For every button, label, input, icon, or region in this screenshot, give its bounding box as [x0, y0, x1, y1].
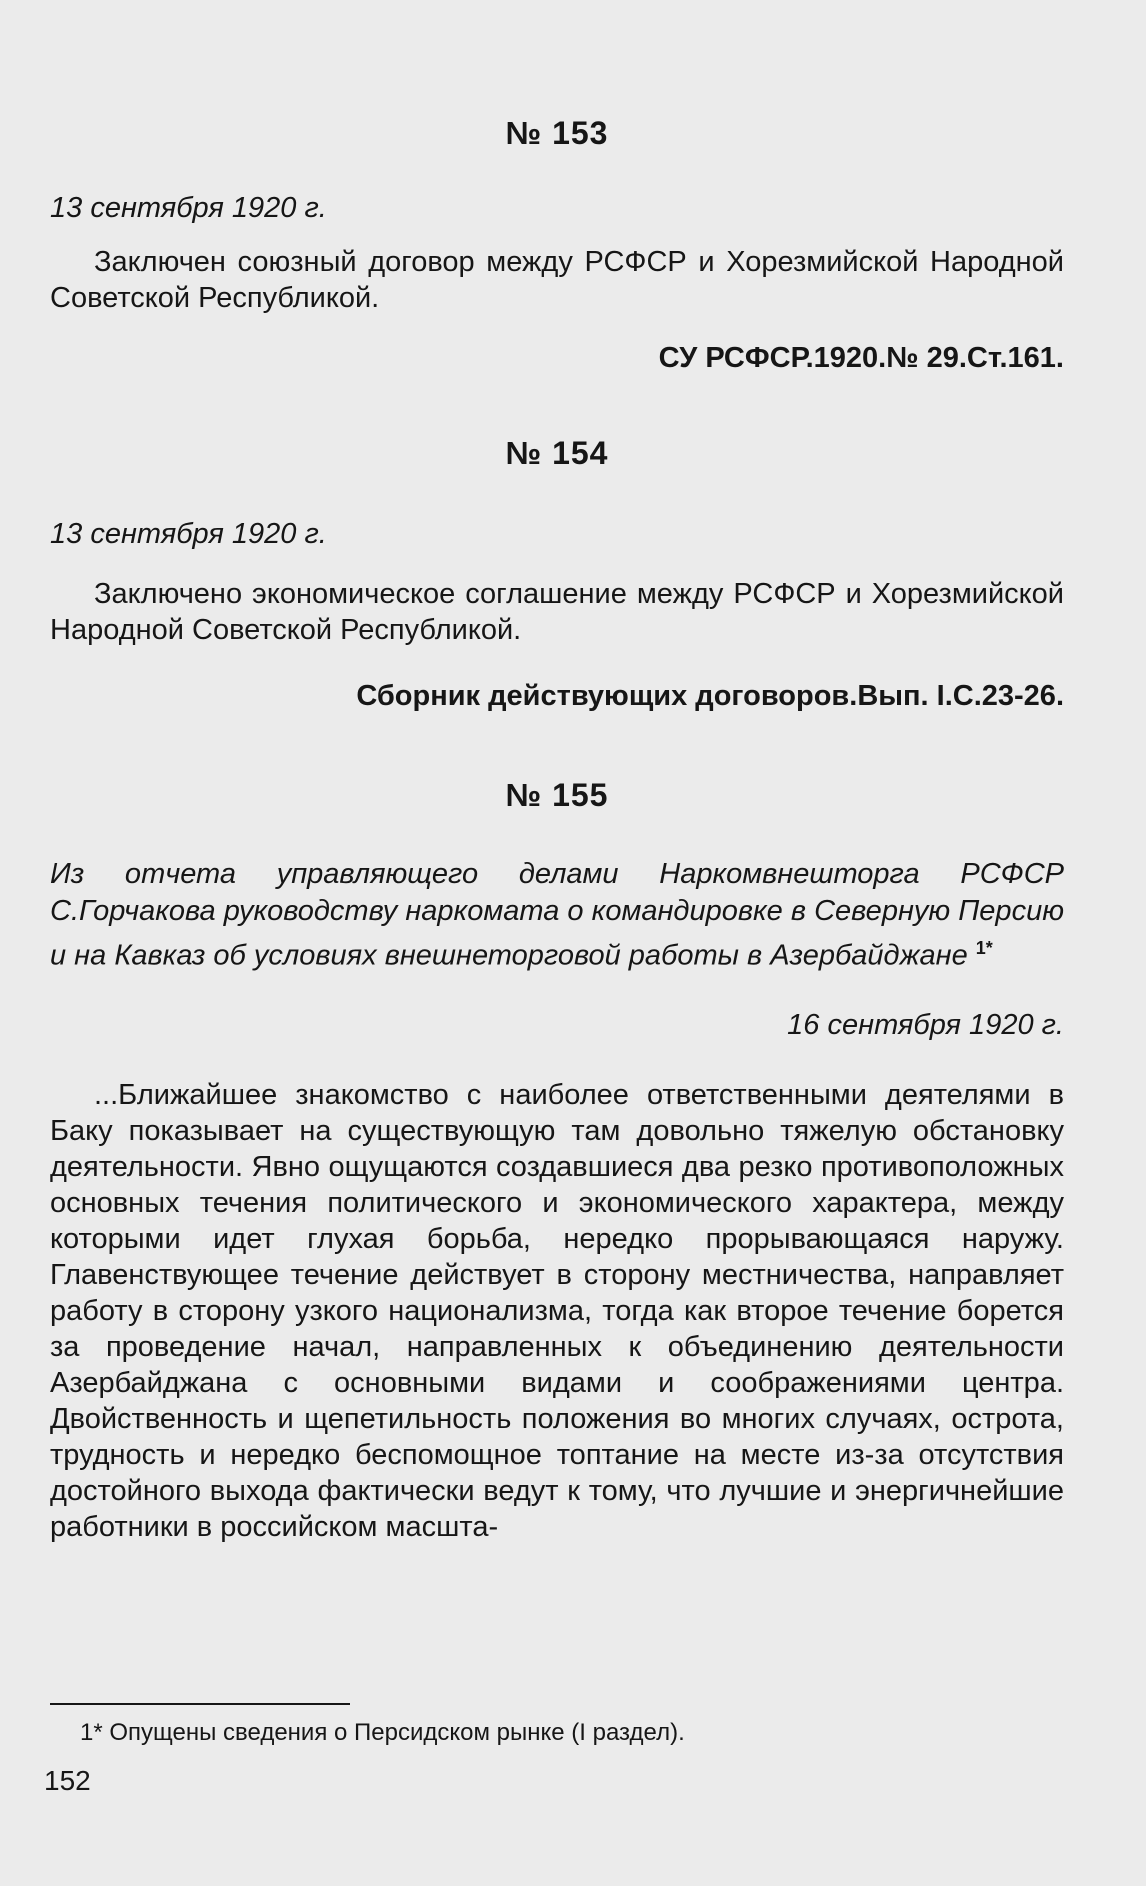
document-number: № 155: [505, 777, 609, 813]
footnote: 1* Опущены сведения о Персидском рынке (I раздел).: [80, 1719, 685, 1746]
page-number: 152: [44, 1765, 91, 1796]
document-source: Сборник действующих договоров.Вып. I.С.23-26.: [356, 680, 1064, 712]
footnote-mark: 1*: [975, 938, 993, 958]
document-date: 16 сентября 1920 г.: [787, 1008, 1064, 1041]
document-source: СУ РСФСР.1920.№ 29.Ст.161.: [658, 342, 1064, 374]
document-text: ...Ближайшее знакомство с наиболее ответственными деятелями в Баку показывает на существующую там довольно тяжелую обстановку деятельности. Явно ощущаются создавшиеся два резко противоположных основных течения политического и экономического характера, между которыми идет глухая борьба, нередко прорывающаяся наружу. Главенствующее течение действует в сторону местничества, направляет работу в сторону узкого национализма, тогда как второе течение борется за проведение начал, направленных к объединению деятельности Азербайджана с основными видами и соображениями центра. Двойственность и щепетильность положения во многих случаях, острота, трудность и нередко беспомощное топтание на месте из-за отсутствия достойного выхода фактически ведут к тому, что лучшие и энергичнейшие работники в российском масшта-: [50, 1078, 1064, 1543]
footnote-divider: [50, 1703, 350, 1705]
document-text: Заключен союзный договор между РСФСР и Хорезмийской Народной Советской Республикой.: [50, 246, 1064, 314]
document-date: 13 сентября 1920 г.: [50, 192, 327, 224]
document-number: № 153: [505, 115, 609, 151]
document-number: № 154: [505, 435, 609, 471]
document-text: Заключено экономическое соглашение между РСФСР и Хорезмийской Народной Советской Республикой.: [50, 578, 1064, 646]
document-title: [50, 856, 1064, 975]
document-title-text: Из отчета управляющего делами Наркомвнешторга РСФСР С.Горчакова руководству наркомата о командировке в Северную Персию и на Кавказ об условиях внешнеторговой работы в Азербайджане: [50, 858, 1064, 972]
document-date: 13 сентября 1920 г.: [50, 518, 327, 550]
